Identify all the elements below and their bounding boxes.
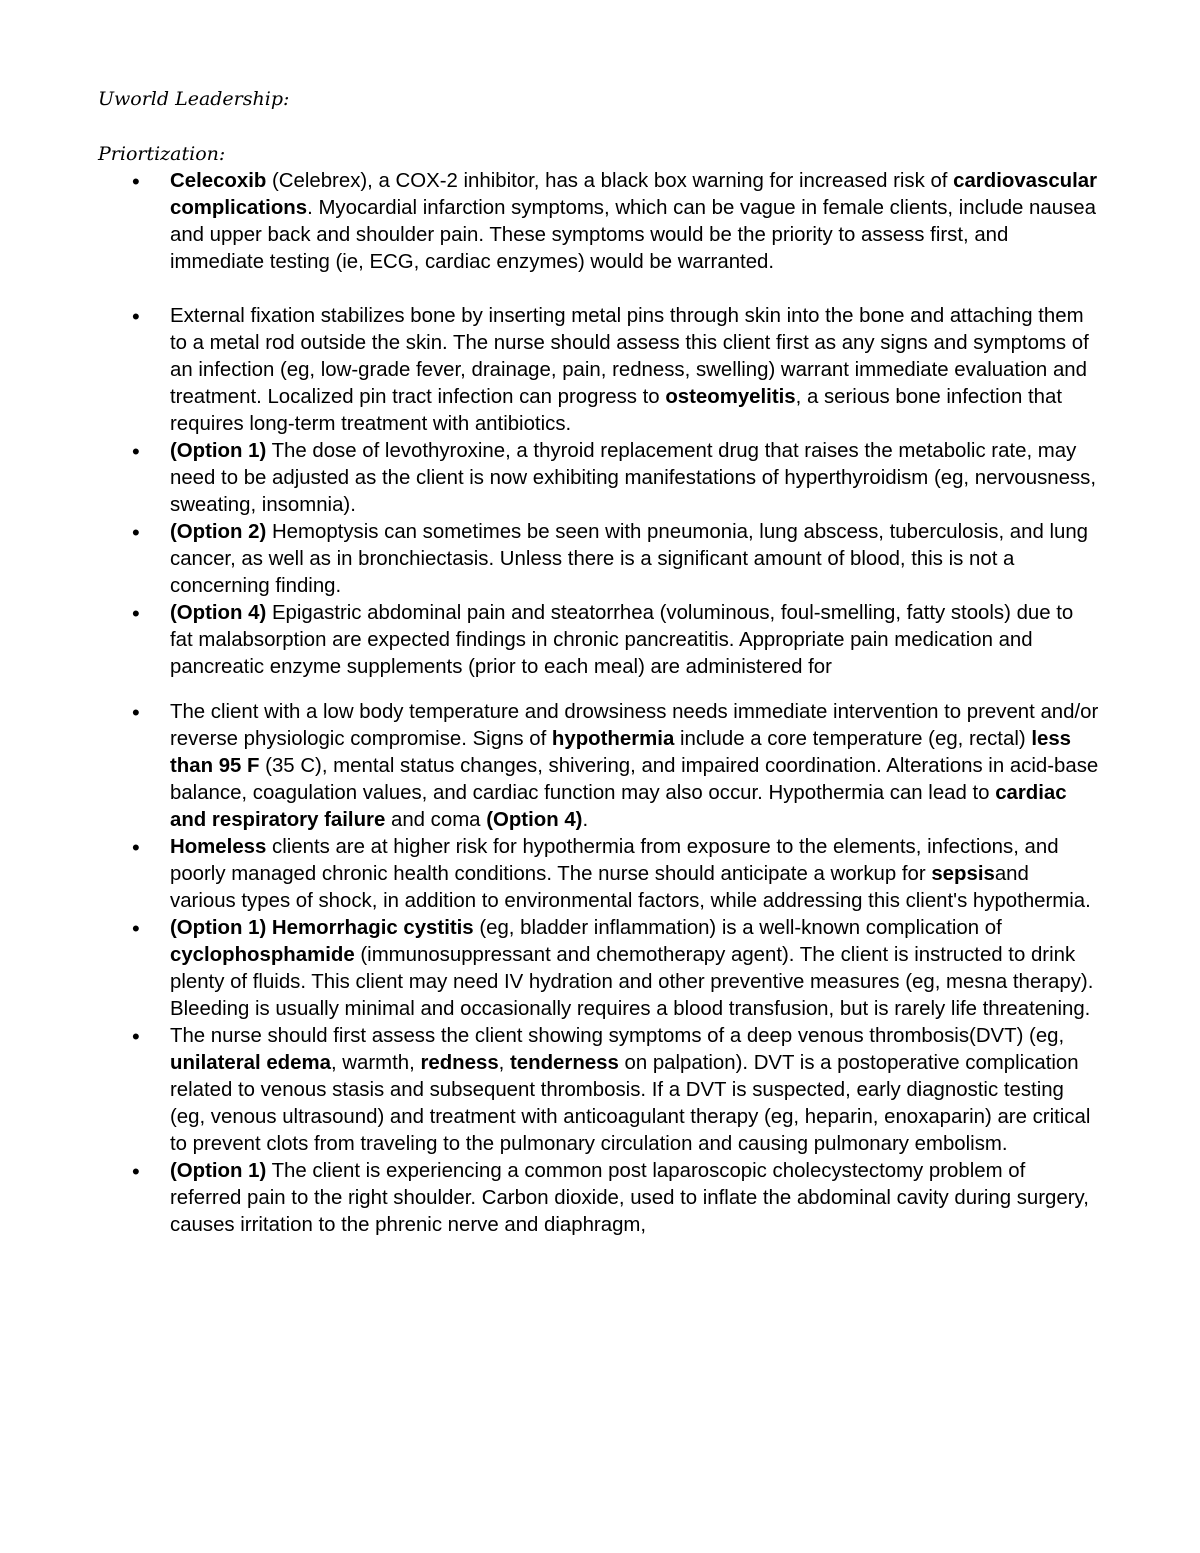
list-item bbox=[170, 600, 1100, 681]
bold-text: sepsis bbox=[931, 863, 995, 885]
text-run: Hemoptysis can sometimes be seen with pneumonia, lung abscess, tuberculosis, and lung cancer, as well as in bronchiectasis. Unless there is a significant amount of blood, this is not a concerning finding. bbox=[170, 521, 1089, 597]
bold-text: Homeless bbox=[170, 836, 267, 858]
bold-text: unilateral edema bbox=[170, 1052, 331, 1074]
section-heading: Priortization: bbox=[98, 143, 226, 165]
bold-text: (Option 1) bbox=[170, 1160, 267, 1182]
bold-text: cardiac and respiratory failure bbox=[170, 782, 1067, 831]
text-run: Epigastric abdominal pain and steatorrhea (voluminous, foul-smelling, fatty stools) due to fat malabsorption are expected findings in chronic pancreatitis. Appropriate pain medication and pancreatic enzyme supplements (prior to each meal) are administered for bbox=[170, 602, 1074, 678]
list-item bbox=[170, 1158, 1100, 1239]
text-run: . Myocardial infarction symptoms, which can be vague in female clients, include nausea and upper back and shoulder pain. These symptoms would be the priority to assess first, and immediate testing (ie, ECG, cardiac enzymes) would be warranted. bbox=[170, 197, 1096, 273]
bold-text: Celecoxib bbox=[170, 170, 267, 192]
bold-text: redness bbox=[420, 1052, 499, 1074]
list-item bbox=[170, 1023, 1100, 1158]
text-run: (eg, bladder inflammation) is a well-known complication of bbox=[473, 917, 1002, 939]
list-item bbox=[170, 438, 1100, 519]
text-run: , warmth, bbox=[330, 1052, 421, 1074]
list-item bbox=[170, 303, 1100, 438]
bold-text: tenderness bbox=[510, 1052, 619, 1074]
text-run: include a core temperature (eg, rectal) bbox=[674, 728, 1032, 750]
bold-text: (Option 1) Hemorrhagic cystitis bbox=[170, 917, 474, 939]
list-item bbox=[170, 915, 1100, 1023]
text-run: and coma bbox=[385, 809, 487, 831]
text-run: External fixation stabilizes bone by inserting metal pins through skin into the bone and attaching them to a metal rod outside the skin. The nurse should assess this client first as any signs and symptoms of an infection (eg, low-grade fever, drainage, pain, redness, swelling) warrant immediate evaluation and treatment. Localized pin tract infection can progress to bbox=[170, 305, 1089, 408]
bold-text: (Option 4) bbox=[170, 602, 267, 624]
text-run: The nurse should first assess the client showing symptoms of a deep venous thrombosis(DVT) (eg, bbox=[170, 1025, 1065, 1047]
list-item bbox=[170, 699, 1100, 834]
text-run: (Celebrex), a COX-2 inhibitor, has a black box warning for increased risk of bbox=[266, 170, 954, 192]
bold-text: (Option 4) bbox=[486, 809, 583, 831]
text-run: and various types of shock, in addition to environmental factors, while addressing this client's hypothermia. bbox=[170, 863, 1091, 912]
bold-text: cyclophosphamide bbox=[170, 944, 355, 966]
text-run: . bbox=[582, 809, 589, 831]
notes-list bbox=[0, 168, 1200, 1239]
text-run: The dose of levothyroxine, a thyroid replacement drug that raises the metabolic rate, may need to be adjusted as the client is now exhibiting manifestations of hyperthyroidism (eg, nervousness, sweating, insomnia). bbox=[170, 440, 1097, 516]
text-run: , bbox=[498, 1052, 511, 1074]
text-run: , a serious bone infection that requires long-term treatment with antibiotics. bbox=[170, 386, 1063, 435]
bold-text: hypothermia bbox=[551, 728, 675, 750]
document-title: Uworld Leadership: bbox=[98, 88, 290, 110]
text-run: on palpation). DVT is a postoperative complication related to venous stasis and subsequent thrombosis. If a DVT is suspected, early diagnostic testing (eg, venous ultrasound) and treatment with anticoagulant therapy (eg, heparin, enoxaparin) are critical to prevent clots from traveling to the pulmonary circulation and causing pulmonary embolism. bbox=[170, 1052, 1091, 1155]
text-run: The client with a low body temperature and drowsiness needs immediate intervention to prevent and/or reverse physiologic compromise. Signs of bbox=[170, 701, 1099, 750]
bold-text: cardiovascular complications bbox=[170, 170, 1098, 219]
text-run: (35 C), mental status changes, shivering, and impaired coordination. Alterations in acid-base balance, coagulation values, and cardiac function may also occur. Hypothermia can lead to bbox=[170, 755, 1099, 804]
bold-text: (Option 2) bbox=[170, 521, 267, 543]
text-run: (immunosuppressant and chemotherapy agent). The client is instructed to drink plenty of fluids. This client may need IV hydration and other preventive measures (eg, mesna therapy). Bleeding is usually minimal and occasionally requires a blood transfusion, but is rarely life threatening. bbox=[170, 944, 1094, 1020]
text-run: clients are at higher risk for hypothermia from exposure to the elements, infections, and poorly managed chronic health conditions. The nurse should anticipate a workup for bbox=[170, 836, 1059, 885]
list-item bbox=[170, 519, 1100, 600]
bold-text: osteomyelitis bbox=[665, 386, 796, 408]
list-item bbox=[170, 834, 1100, 915]
bold-text: (Option 1) bbox=[170, 440, 267, 462]
bold-text: less than 95 F bbox=[170, 728, 1071, 777]
text-run: The client is experiencing a common post laparoscopic cholecystectomy problem of referred pain to the right shoulder. Carbon dioxide, used to inflate the abdominal cavity during surgery, causes irritation to the phrenic nerve and diaphragm, bbox=[170, 1160, 1089, 1236]
list-item bbox=[170, 168, 1100, 276]
